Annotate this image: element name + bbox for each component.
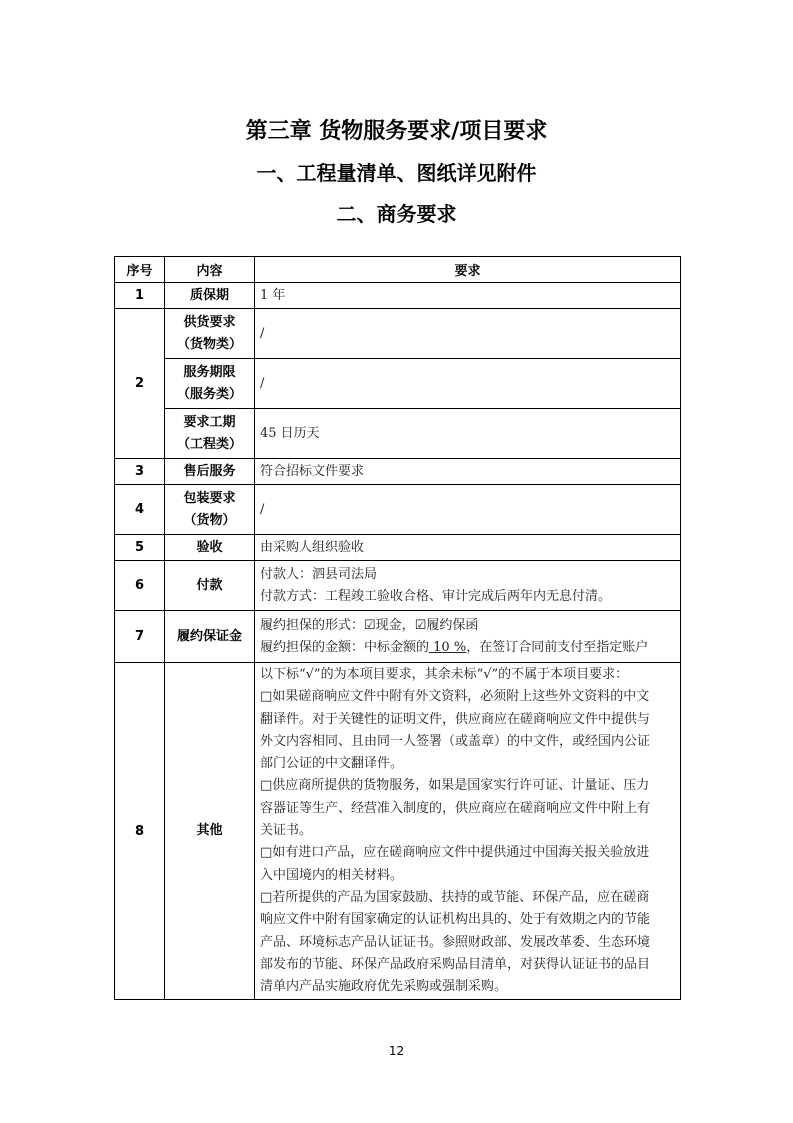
row-item-service-period (165, 359, 255, 409)
table-row (115, 485, 681, 535)
cash-checkbox: ☑ (364, 617, 376, 633)
table-row (115, 283, 681, 309)
table-row (115, 611, 681, 663)
table-row (115, 309, 681, 359)
row-req-after-sales: 符合招标文件要求 (255, 459, 681, 485)
table-row (115, 459, 681, 485)
item-line: （工程类） (176, 436, 242, 452)
other-line: 翻译件。对于关键性的证明文件，供应商应在磋商响应文件中提供与 (260, 711, 651, 727)
row-item-packaging (165, 485, 255, 535)
guarantee-checkbox: ☑ (414, 617, 427, 633)
other-line: □供应商所提供的货物服务，如果是国家实行许可证、计量证、压力 (260, 778, 650, 794)
item-line: （货物类） (176, 336, 242, 352)
item-line: （货物） (183, 512, 236, 528)
header-requirement: 要求 (255, 257, 681, 283)
row-no: 5 (115, 535, 165, 561)
other-line: 部门公证的中文翻译件。 (260, 756, 404, 772)
row-no: 7 (115, 611, 165, 663)
row-item-payment: 付款 (165, 561, 255, 611)
bond-amount-label: 履约担保的金额：中标金额的 (260, 639, 430, 655)
bond-amount-line (260, 637, 677, 659)
item-line: 供货要求 (183, 314, 236, 330)
other-line: □若所提供的产品为国家鼓励、扶持的或节能、环保产品，应在磋商 (260, 889, 650, 905)
other-line: 外文内容相同、且由同一人签署（或盖章）的中文件，或经国内公证 (260, 733, 651, 749)
row-item-construction-period (165, 409, 255, 459)
item-line: 包装要求 (183, 490, 236, 506)
header-no: 序号 (115, 257, 165, 283)
chapter-title: 第三章 货物服务要求/项目要求 (245, 119, 548, 144)
cash-option-label: 现金， (375, 617, 415, 633)
row-req-service-period: / (255, 359, 681, 409)
row-req-packaging: / (255, 485, 681, 535)
row-req-acceptance: 由采购人组织验收 (255, 535, 681, 561)
bond-form-label: 履约担保的形式： (260, 617, 365, 633)
other-line: 关证书。 (260, 823, 313, 839)
row-item-other: 其他 (165, 663, 255, 1000)
guarantee-option-label: 履约保函 (426, 617, 479, 633)
item-line: （服务类） (176, 386, 242, 402)
row-req-payment (255, 561, 681, 611)
row-item-supply (165, 309, 255, 359)
header-content: 内容 (165, 257, 255, 283)
table-row (115, 663, 681, 1000)
row-item-acceptance: 验收 (165, 535, 255, 561)
other-line: 部发布的节能、环保产品政府采购品目清单，对获得认证证书的品目 (260, 956, 651, 972)
section-heading-bill-of-quantities: 一、工程量清单、图纸详见附件 (256, 161, 537, 185)
row-no: 3 (115, 459, 165, 485)
table-header-row (115, 257, 681, 283)
table-row (115, 535, 681, 561)
item-line: 服务期限 (183, 364, 236, 380)
other-line: 清单内产品实施政府优先采购或强制采购。 (260, 979, 508, 995)
payment-method-line: 付款方式：工程竣工验收合格、审计完成后两年内无息付清。 (260, 588, 612, 604)
other-line: 产品、环境标志产品认证证书。参照财政部、发展改革委、生态环境 (260, 934, 651, 950)
payer-line: 付款人：泗县司法局 (260, 566, 378, 582)
row-no: 1 (115, 283, 165, 309)
row-no: 6 (115, 561, 165, 611)
row-no: 2 (115, 309, 165, 459)
bond-amount-note: ，在签订合同前支付至指定账户 (466, 639, 649, 655)
table-row (115, 409, 681, 459)
row-req-supply: / (255, 309, 681, 359)
row-req-construction-period: 45 日历天 (255, 409, 681, 459)
other-line: □如有进口产品，应在磋商响应文件中提供通过中国海关报关验放进 (260, 845, 650, 861)
other-line: 入中国境内的相关材料。 (260, 867, 404, 883)
other-line: 以下标“√”的为本项目要求，其余未标“√”的不属于本项目要求： (260, 667, 629, 682)
table-row (115, 359, 681, 409)
table-row (115, 561, 681, 611)
business-requirements-table (114, 256, 681, 1000)
row-item-after-sales: 售后服务 (165, 459, 255, 485)
row-item-performance-bond: 履约保证金 (165, 611, 255, 663)
row-req-warranty: 1 年 (255, 283, 681, 309)
bond-form-line (260, 615, 677, 637)
row-item-warranty: 质保期 (165, 283, 255, 309)
row-req-other (255, 663, 681, 1000)
other-line: 容器证等生产、经营准入制度的，供应商应在磋商响应文件中附上有 (260, 800, 651, 816)
row-req-performance-bond (255, 611, 681, 663)
row-no: 4 (115, 485, 165, 535)
item-line: 要求工期 (183, 414, 236, 430)
page-number: 12 (388, 1044, 405, 1058)
other-line: □如果磋商响应文件中附有外文资料，必须附上这些外文资料的中文 (260, 689, 650, 705)
other-line: 响应文件中附有国家确定的认证机构出具的、处于有效期之内的节能 (260, 912, 651, 928)
row-no: 8 (115, 663, 165, 1000)
section-heading-business-requirements: 二、商务要求 (336, 202, 457, 226)
bond-percentage: 10 % (429, 639, 467, 655)
